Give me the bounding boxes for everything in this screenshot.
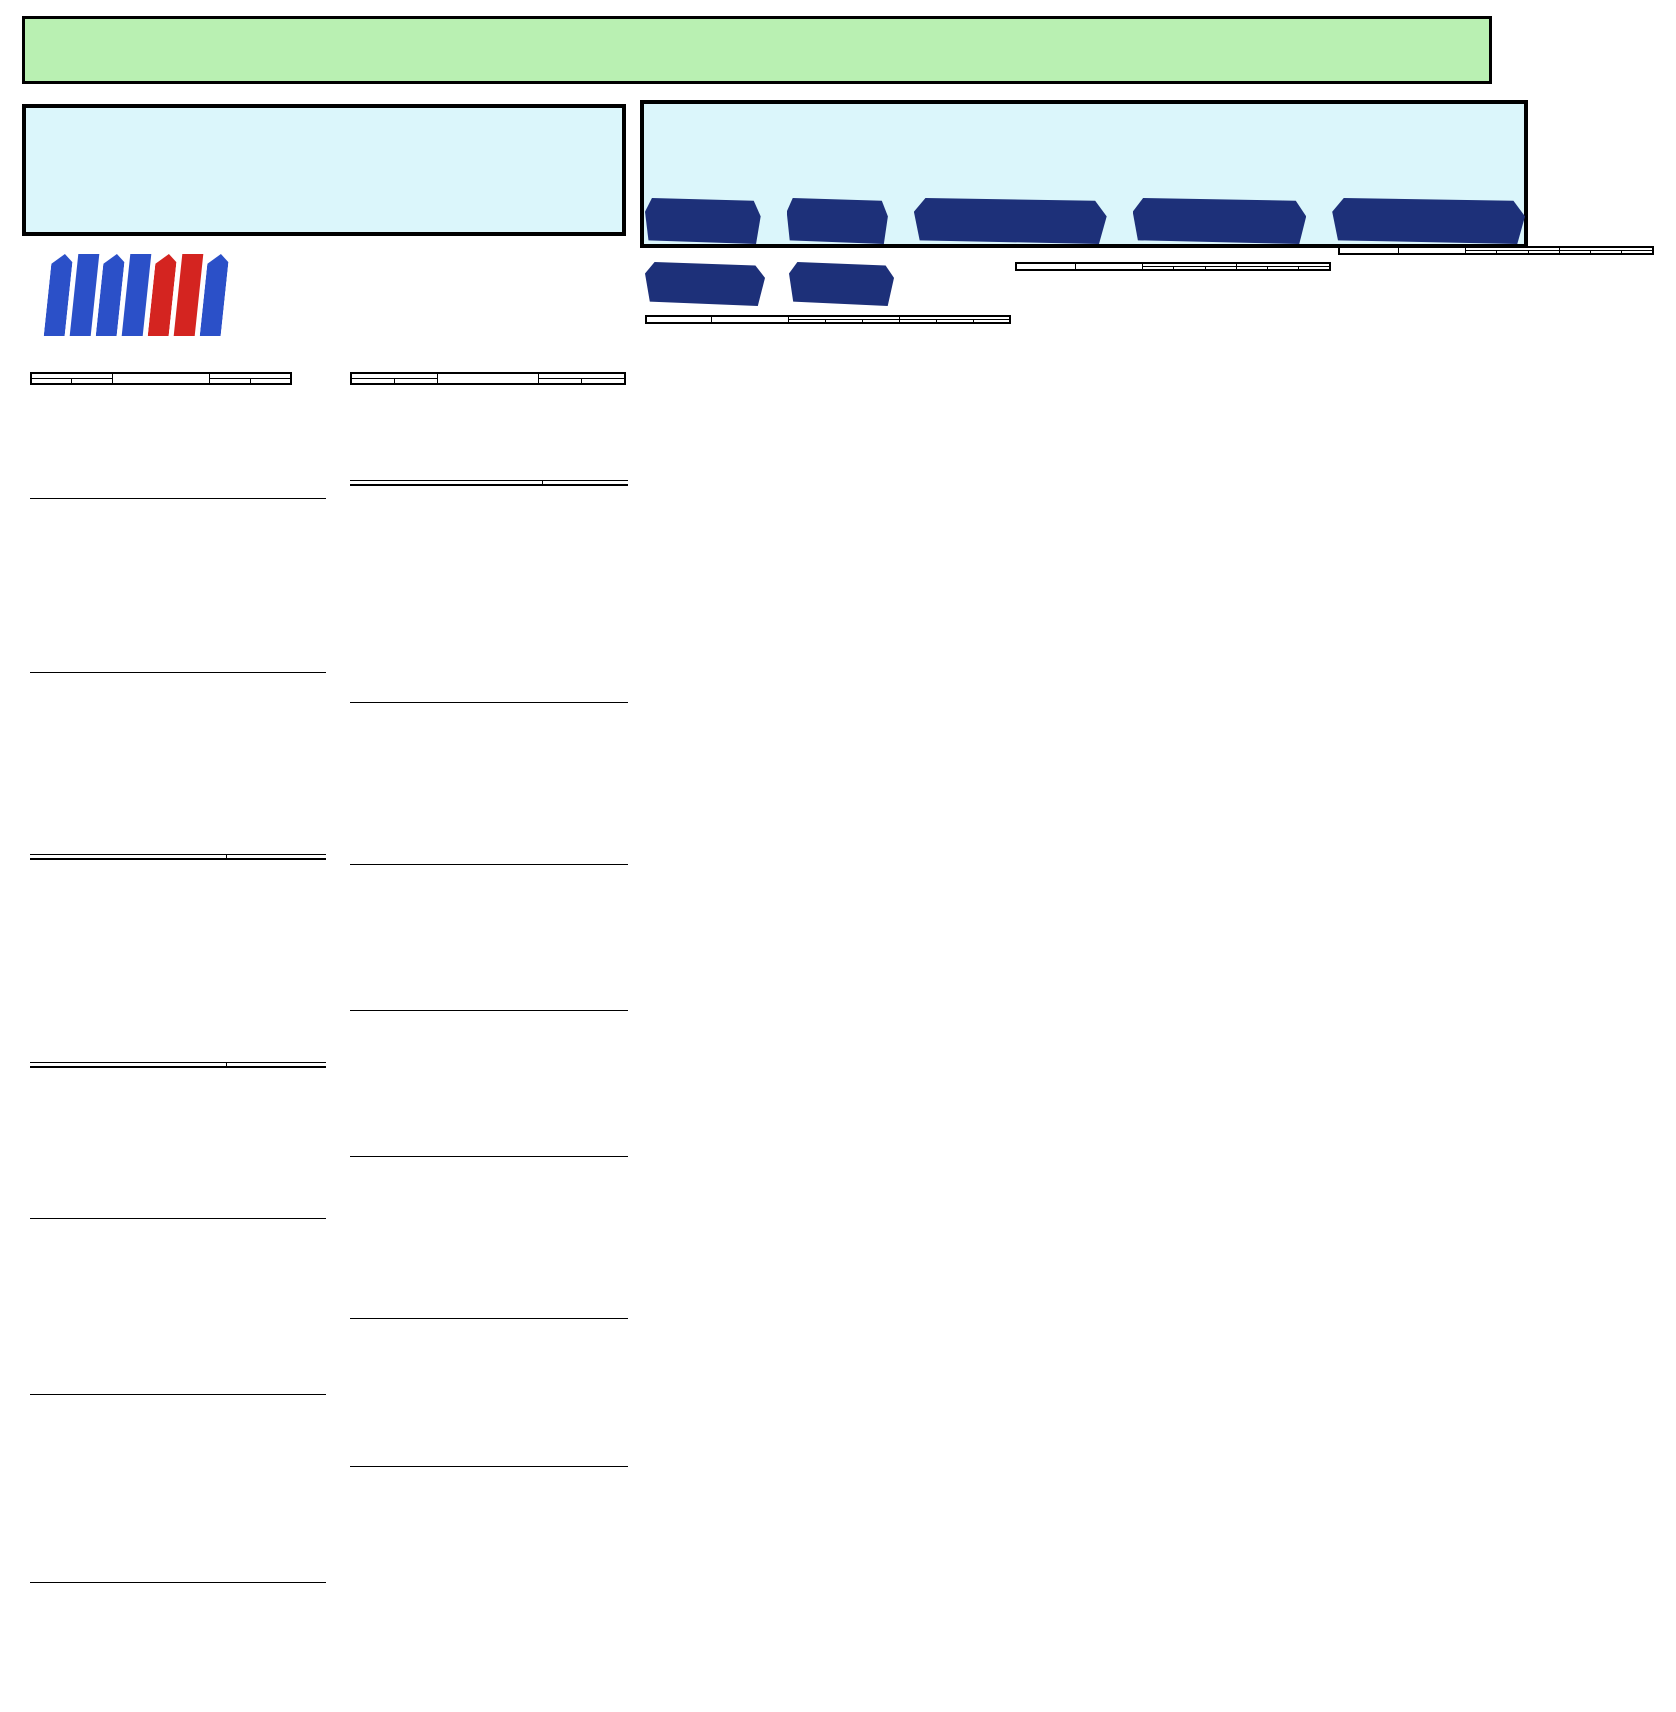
carbide-tools-photo [48, 246, 238, 336]
header-cell [712, 316, 789, 323]
carbide-section-header [22, 104, 626, 236]
tool-diagram [350, 408, 540, 476]
group-bent-finishing-tool-15 [645, 1092, 1011, 1162]
group-model-35 [30, 802, 326, 860]
tool-photo [1332, 198, 1525, 244]
header-cell [1016, 263, 1076, 270]
tool-diagram [30, 1338, 326, 1394]
header-cell [250, 379, 291, 385]
group-model-47-48 [350, 808, 628, 869]
tool-diagram [144, 996, 326, 1058]
header-cell [973, 320, 1010, 324]
header-cell [1466, 251, 1497, 255]
group-model-39-40 [30, 1338, 326, 1399]
carbide-translations [365, 116, 612, 226]
tool-diagram [1021, 1379, 1331, 1433]
column-header-table [350, 372, 626, 385]
header-cell [539, 379, 582, 385]
group-internal-threading-tool-52 [1015, 1230, 1331, 1272]
tool-diagram [30, 802, 326, 850]
group-round-nose-boring-tool-40 [1015, 634, 1331, 682]
remark-note [226, 855, 326, 858]
tool-photo [914, 198, 1107, 244]
group-spring-finishing-tool-22 [645, 1336, 1011, 1414]
header-cell [351, 379, 394, 385]
header-cell [1174, 267, 1205, 271]
group-model-51-52 [350, 1100, 628, 1161]
header-cell [936, 320, 973, 324]
tool-photo [96, 254, 126, 336]
tool-photo [174, 254, 204, 336]
tool-photo [200, 254, 230, 336]
group-boring-tool-41 [1015, 800, 1331, 834]
tool-photo [44, 254, 74, 336]
tool-diagram [1358, 482, 1654, 538]
header-cell [438, 373, 539, 384]
tool-diagram [1021, 1077, 1331, 1131]
tool-photo [70, 254, 100, 336]
tool-diagram [30, 610, 326, 672]
header-cell [899, 320, 936, 324]
tool-diagram [350, 1264, 628, 1318]
header-cell [1236, 267, 1267, 271]
tool-diagram [30, 1162, 326, 1218]
hss-col5-header [1338, 246, 1654, 255]
header-cell [72, 379, 113, 385]
spec-table-model-43 [350, 481, 542, 484]
group-model-49-50 [350, 954, 628, 1015]
header-cell [646, 316, 712, 323]
tool-diagram [1358, 290, 1654, 352]
tool-diagram [651, 830, 1011, 884]
group-bent-tool-63 [1338, 742, 1654, 828]
tool-photo [1133, 198, 1307, 244]
tool-diagram [1362, 1390, 1654, 1442]
group-model-41-42 [30, 1524, 326, 1587]
group-spring-finishing-tool-65 [1338, 1218, 1654, 1260]
tool-diagram [1374, 1038, 1654, 1096]
group-knife-tool-62 [1338, 482, 1654, 542]
header-cell [1299, 267, 1330, 271]
header-cell [1268, 267, 1299, 271]
column-header-table [1338, 246, 1654, 255]
carbide-col1-header [30, 372, 292, 385]
hss-col3-header [645, 315, 1011, 324]
column-header-table [1015, 262, 1331, 271]
tool-diagram [350, 808, 628, 864]
tool-diagram [651, 589, 1011, 643]
tool-diagram [350, 954, 628, 1010]
group-spring-threading-tool-53 [1015, 1388, 1331, 1424]
header-cell [113, 373, 210, 384]
group-knife-tool-13 [645, 572, 1011, 660]
header-cell [1205, 267, 1236, 271]
tool-diagram [651, 1100, 1011, 1154]
tool-diagram [1021, 468, 1331, 522]
tool-diagram [464, 1602, 628, 1656]
tool-photo [148, 254, 178, 336]
header-cell [1399, 247, 1466, 254]
header-cell [1497, 251, 1528, 255]
tool-photo [645, 198, 761, 244]
group-external-threading-tool-51 [1015, 1084, 1331, 1124]
tool-diagram [1021, 1224, 1331, 1278]
group-model-37-38 [30, 1162, 326, 1223]
tool-photo [645, 262, 765, 306]
tool-photo [122, 254, 152, 336]
group-bent-tool-14 [645, 820, 1011, 894]
group-model-91-92 [350, 1264, 628, 1323]
header-cell [862, 320, 899, 324]
group-model-31-32 [30, 438, 326, 503]
column-header-table [645, 315, 1011, 324]
tool-diagram [350, 642, 628, 702]
spec-table-model-36 [30, 1063, 226, 1066]
tool-diagram [350, 1100, 628, 1156]
group-model-95 [350, 1578, 628, 1660]
hss-col4-header [1015, 262, 1331, 271]
group-parting-tool-31 [1015, 318, 1331, 366]
group-square-nose-straight-64 [1338, 1038, 1654, 1104]
tool-diagram [30, 1524, 326, 1582]
remark-note [542, 481, 628, 484]
carbide-col2-header [350, 372, 626, 385]
page-title-banner [22, 16, 1492, 84]
tool-diagram [30, 438, 326, 498]
group-model-33-34 [30, 610, 326, 677]
hss-tools-photo-row2 [645, 256, 945, 312]
group-pointed-nose-straight-10 [645, 357, 1011, 437]
tool-photo [787, 198, 888, 244]
header-cell [825, 320, 862, 324]
header-cell [210, 379, 251, 385]
tool-diagram [1021, 790, 1331, 844]
tool-diagram [1021, 315, 1331, 369]
group-bore-finishing-tool-42 [1015, 940, 1331, 976]
header-cell [394, 379, 437, 385]
header-cell [1143, 267, 1174, 271]
header-cell [789, 320, 826, 324]
group-parting-tool-66 [1338, 1390, 1654, 1448]
remark-note [226, 1063, 326, 1066]
group-pointed-nose-straight-60 [1338, 290, 1654, 358]
header-cell [1339, 247, 1399, 254]
column-header-table [30, 372, 292, 385]
spec-table-model-35 [30, 855, 226, 858]
group-model-36 [30, 984, 326, 1068]
tool-diagram [350, 1410, 628, 1466]
group-spring-parting-tool-32 [1015, 464, 1331, 526]
tool-diagram [651, 370, 1011, 424]
group-model-45-46 [350, 642, 628, 707]
tool-diagram [1344, 1218, 1654, 1254]
tool-diagram [1021, 631, 1331, 685]
tool-diagram [651, 1348, 1011, 1402]
header-cell [1528, 251, 1559, 255]
tool-photo [789, 262, 894, 306]
header-cell [582, 379, 625, 385]
hss-tools-photo-row1 [645, 192, 1525, 250]
tool-diagram [1021, 931, 1331, 985]
header-cell [31, 379, 72, 385]
header-cell [1591, 251, 1622, 255]
header-cell [1622, 251, 1653, 255]
group-model-93-94 [350, 1410, 628, 1471]
tool-diagram [1358, 742, 1654, 814]
group-model-43 [350, 408, 628, 486]
header-cell [1076, 263, 1143, 270]
header-cell [1559, 251, 1590, 255]
